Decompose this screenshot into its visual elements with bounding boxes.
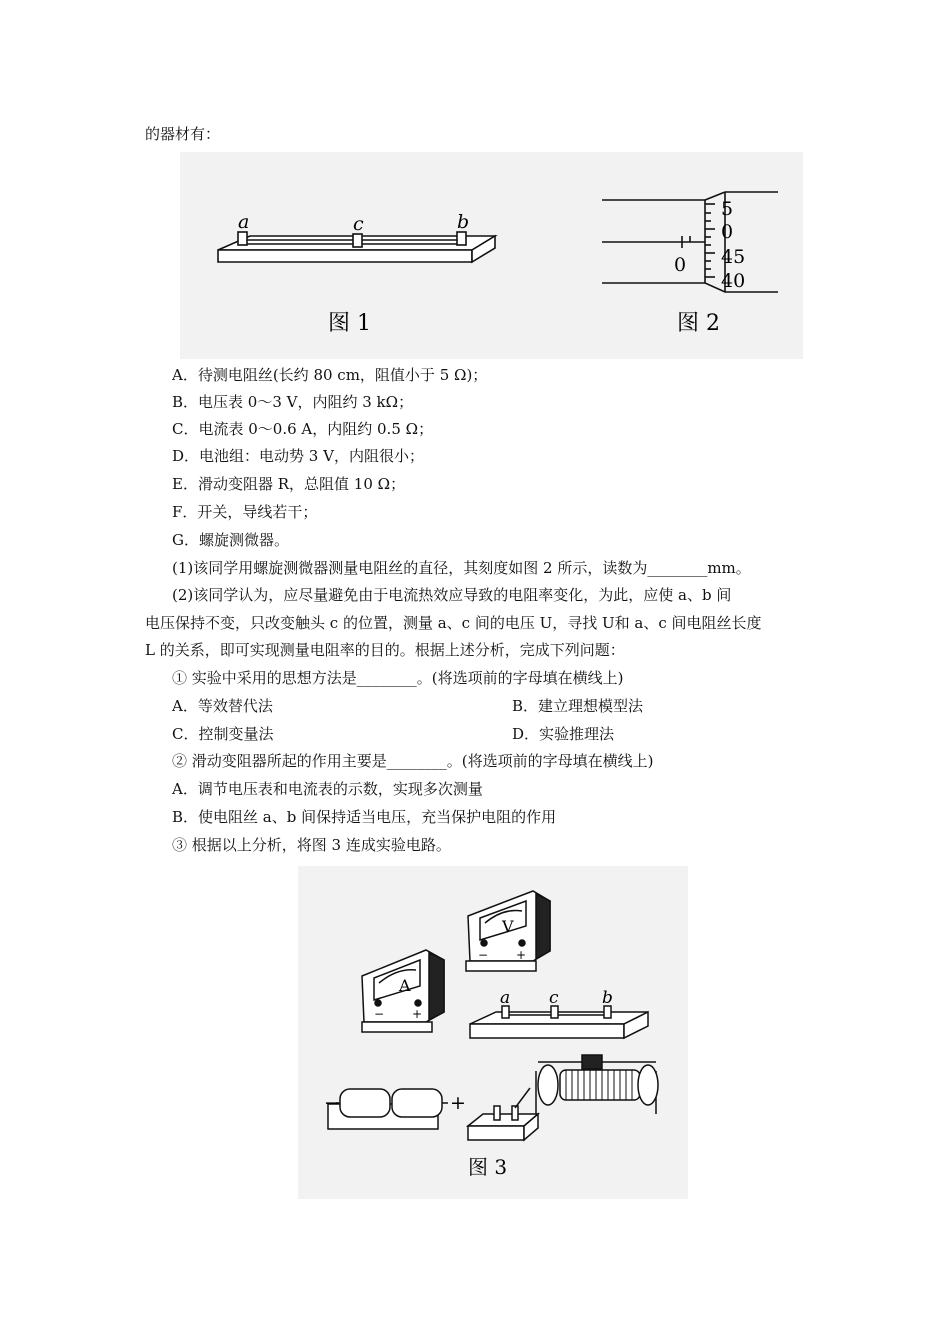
equipment-item-f: F．开关，导线若干； <box>172 503 318 521</box>
sub2-option-b: B．使电阻丝 a、b 间保持适当电压，充当保护电阻的作用 <box>172 808 557 826</box>
sub1-option-b: B．建立理想模型法 <box>512 697 644 715</box>
fig1-label-c: c <box>353 213 364 235</box>
ammeter-symbol: A <box>399 976 411 995</box>
figure-3 <box>298 866 688 1199</box>
rheostat-slider <box>582 1055 602 1069</box>
figure-3-svg <box>298 866 688 1199</box>
rheostat-end-cap <box>538 1065 558 1105</box>
knife-switch <box>468 1088 538 1140</box>
figure-1-2-svg <box>180 152 803 359</box>
sub2-option-a: A．调节电压表和电流表的示数，实现多次测量 <box>172 780 483 798</box>
question-2-line-1: (2)该同学认为，应尽量避免由于电流热效应导致的电阻率变化，为此，应使 a、b 间 <box>172 586 732 604</box>
voltmeter-plus-label: + <box>516 948 527 962</box>
voltmeter-symbol: V <box>502 917 514 936</box>
thimble-label-5: 5 <box>721 198 734 220</box>
terminal-c <box>353 234 362 247</box>
switch-blade <box>515 1088 530 1108</box>
board-front <box>218 250 472 262</box>
sub-question-1: ① 实验中采用的思想方法是________。(将选项前的字母填在横线上) <box>172 669 624 687</box>
voltmeter-terminal-minus <box>481 940 487 946</box>
equipment-item-c: C．电流表 0～0.6 A，内阻约 0.5 Ω； <box>172 420 434 438</box>
wire-board-top <box>470 1012 648 1024</box>
sliding-rheostat <box>536 1055 658 1114</box>
equipment-item-b: B．电压表 0～3 V，内阻约 3 kΩ； <box>172 393 414 411</box>
voltmeter-base <box>466 961 536 971</box>
fig1-label-a: a <box>238 211 250 233</box>
wire-label-b: b <box>602 988 613 1008</box>
battery-plus-label: + <box>450 1092 466 1114</box>
equipment-item-a: A．待测电阻丝(长约 80 cm，阻值小于 5 Ω)； <box>172 366 488 384</box>
ammeter-minus-label: − <box>374 1007 385 1021</box>
equipment-item-g: G．螺旋测微器。 <box>172 531 289 549</box>
ammeter-terminal-minus <box>375 1000 381 1006</box>
ammeter-base <box>362 1022 432 1032</box>
thimble-label-45: 45 <box>721 246 746 268</box>
equipment-item-e: E．滑动变阻器 R，总阻值 10 Ω； <box>172 475 406 493</box>
ammeter-terminal-plus <box>415 1000 421 1006</box>
fig1-label-b: b <box>457 211 470 233</box>
sub1-option-a: A．等效替代法 <box>172 697 273 715</box>
wire-board-front <box>470 1024 624 1038</box>
battery-pack <box>328 1089 448 1129</box>
question-2-line-2: 电压保持不变，只改变触头 c 的位置，测量 a、c 间的电压 U，寻找 U和 a、c 间电阻丝长度 <box>145 614 762 632</box>
main-scale-label-0: 0 <box>674 254 687 276</box>
switch-base-front <box>468 1126 524 1140</box>
voltmeter-minus-label: − <box>478 948 489 962</box>
switch-post-2 <box>512 1106 518 1120</box>
voltmeter-side <box>536 894 550 959</box>
resistance-wire-board <box>470 1006 648 1038</box>
terminal-b <box>457 232 466 245</box>
fig2-caption: 图 2 <box>677 311 720 336</box>
ammeter-side <box>429 953 444 1020</box>
thimble-label-40: 40 <box>721 270 746 292</box>
battery-cell-2 <box>392 1089 442 1117</box>
equipment-item-d: D．电池组：电动势 3 V，内阻很小； <box>172 447 424 465</box>
voltmeter-terminal-plus <box>519 940 525 946</box>
fig3-caption: 图 3 <box>468 1155 508 1179</box>
question-2-line-3: L 的关系，即可实现测量电阻率的目的。根据上述分析，完成下列问题： <box>145 641 625 659</box>
figure-1-2 <box>180 152 803 359</box>
figure-2-micrometer <box>602 192 778 292</box>
terminal-a <box>238 232 247 245</box>
battery-minus-label: − <box>324 1092 340 1114</box>
battery-cell-1 <box>340 1089 390 1117</box>
sub1-option-d: D．实验推理法 <box>512 725 615 743</box>
wire-label-c: c <box>549 988 559 1008</box>
wire-label-a: a <box>500 988 511 1008</box>
sub-question-3: ③ 根据以上分析，将图 3 连成实验电路。 <box>172 836 451 854</box>
figure-1-resistance-wire-board <box>218 232 495 262</box>
question-1: (1)该同学用螺旋测微器测量电阻丝的直径，其刻度如图 2 所示，读数为________mm。 <box>172 559 751 577</box>
sub1-option-c: C．控制变量法 <box>172 725 274 743</box>
thimble-label-0: 0 <box>721 221 734 243</box>
ammeter-plus-label: + <box>412 1007 423 1021</box>
switch-post <box>494 1106 500 1120</box>
fig1-caption: 图 1 <box>328 311 371 336</box>
rheostat-end-cap-2 <box>638 1065 658 1105</box>
intro-text: 的器材有： <box>145 125 221 143</box>
sub-question-2: ② 滑动变阻器所起的作用主要是________。(将选项前的字母填在横线上) <box>172 752 654 770</box>
